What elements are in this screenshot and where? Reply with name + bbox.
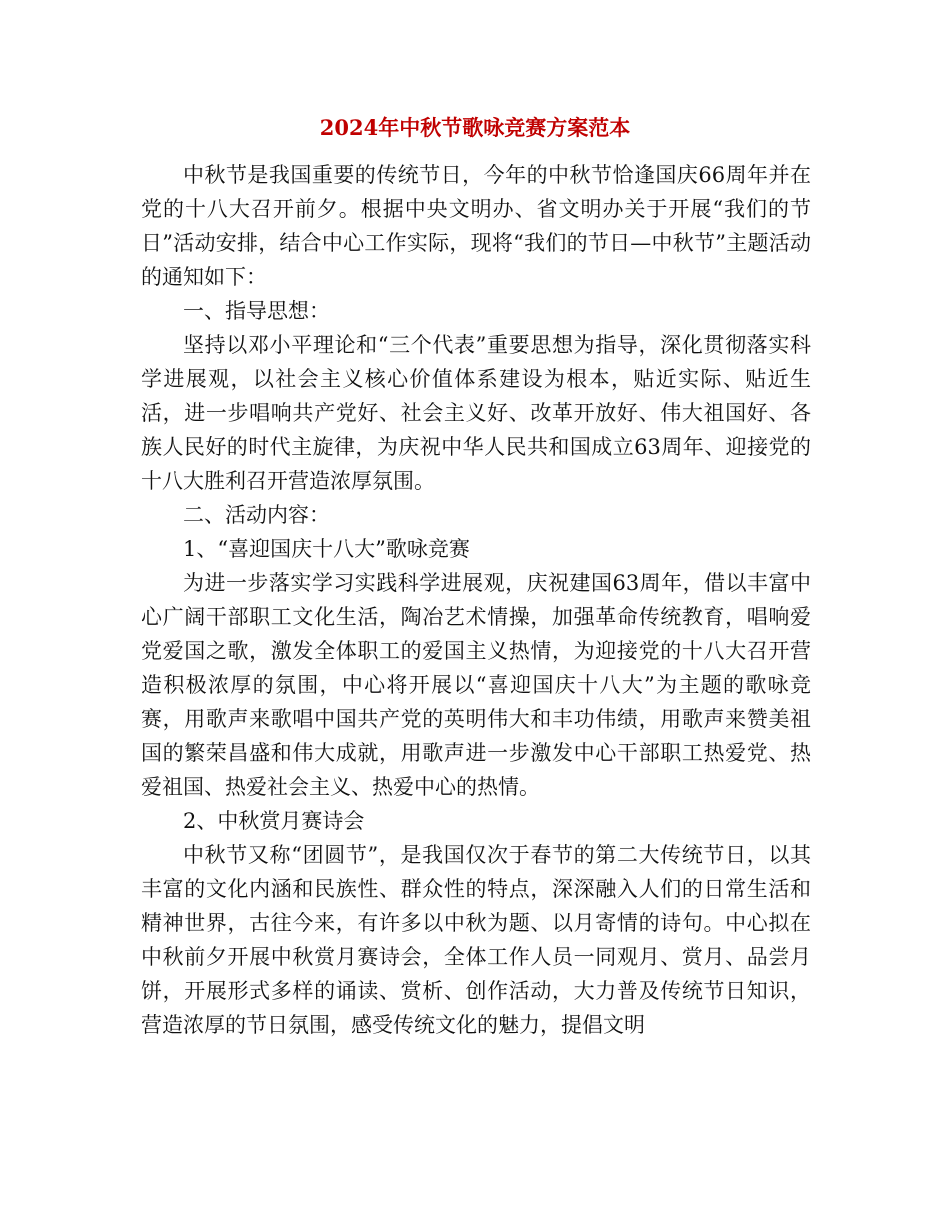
paragraph-intro: 中秋节是我国重要的传统节日，今年的中秋节恰逢国庆66周年并在党的十八大召开前夕。根据中央文明办、省文明办关于开展“我们的节日”活动安排，结合中心工作实际，现将“我们的节日—中秋节”主题活动的通知如下： <box>141 163 811 289</box>
section-heading-activity-content: 二、活动内容： <box>183 503 330 527</box>
paragraph-singing-contest: 为进一步落实学习实践科学进展观，庆祝建国63周年，借以丰富中心广阔干部职工文化生活，陶冶艺术情操，加强革命传统教育，唱响爱党爱国之歌，激发全体职工的爱国主义热情，为迎接党的十八大召开营造积极浓厚的氛围，中心将开展以“喜迎国庆十八大”为主题的歌咏竞赛，用歌声来歌唱中国共产党的英明伟大和丰功伟绩，用歌声来赞美祖国的繁荣昌盛和伟大成就，用歌声进一步激发中心干部职工热爱党、热爱祖国、热爱社会主义、热爱中心的热情。 <box>141 571 811 799</box>
subsection-heading-poetry-meeting: 2、中秋赏月赛诗会 <box>183 809 365 833</box>
paragraph-guiding-ideology: 坚持以邓小平理论和“三个代表”重要思想为指导，深化贯彻落实科学进展观，以社会主义核心价值体系建设为根本，贴近实际、贴近生活，进一步唱响共产党好、社会主义好、改革开放好、伟大祖国好、各族人民好的时代主旋律，为庆祝中华人民共和国成立63周年、迎接党的十八大胜利召开营造浓厚氛围。 <box>141 333 811 493</box>
section-heading-guiding-ideology: 一、指导思想： <box>183 299 330 323</box>
paragraph-poetry-meeting: 中秋节又称“团圆节”，是我国仅次于春节的第二大传统节日，以其丰富的文化内涵和民族性、群众性的特点，深深融入人们的日常生活和精神世界，古往今来，有许多以中秋为题、以月寄情的诗句。中心拟在中秋前夕开展中秋赏月赛诗会，全体工作人员一同观月、赏月、品尝月饼，开展形式多样的诵读、赏析、创作活动，大力普及传统节日知识，营造浓厚的节日氛围，感受传统文化的魅力，提倡文明 <box>141 843 811 1037</box>
subsection-heading-singing-contest: 1、“喜迎国庆十八大”歌咏竞赛 <box>183 537 470 561</box>
document-title: 2024年中秋节歌咏竞赛方案范本 <box>319 115 631 140</box>
document-body <box>141 158 811 1042</box>
